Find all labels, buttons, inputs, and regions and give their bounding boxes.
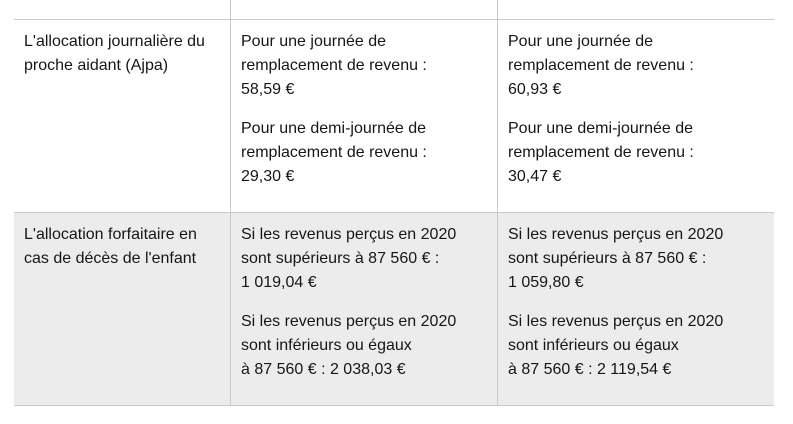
table-row (14, 213, 774, 406)
value-cell (498, 20, 774, 212)
row-label: L'allocation forfaitaire en cas de décès de l'enfant (24, 226, 197, 267)
value-text: Pour une journée de remplacement de revenu : 60,93 € (508, 33, 694, 98)
value-text: Si les revenus perçus en 2020 sont supérieurs à 87 560 € : 1 019,04 € (241, 226, 457, 291)
value-text: Si les revenus perçus en 2020 sont inférieurs ou égaux à 87 560 € : 2 119,54 € (508, 313, 724, 378)
table-cell (14, 0, 231, 19)
table-row (14, 20, 774, 213)
value-text: Pour une journée de remplacement de revenu : 58,59 € (241, 33, 427, 98)
table-cell (231, 0, 498, 19)
value-cell (231, 20, 498, 212)
value-text: Si les revenus perçus en 2020 sont supérieurs à 87 560 € : 1 059,80 € (508, 226, 724, 291)
table-header-remnant (14, 0, 774, 20)
table-cell (498, 0, 774, 19)
value-text: Pour une demi-journée de remplacement de revenu : 29,30 € (241, 120, 427, 185)
allowance-table (14, 0, 774, 406)
row-label-cell (14, 213, 231, 405)
value-cell (498, 213, 774, 405)
value-text: Pour une demi-journée de remplacement de revenu : 30,47 € (508, 120, 694, 185)
value-text: Si les revenus perçus en 2020 sont inférieurs ou égaux à 87 560 € : 2 038,03 € (241, 313, 457, 378)
row-label-cell (14, 20, 231, 212)
value-cell (231, 213, 498, 405)
row-label: L'allocation journalière du proche aidant (Ajpa) (24, 33, 205, 74)
